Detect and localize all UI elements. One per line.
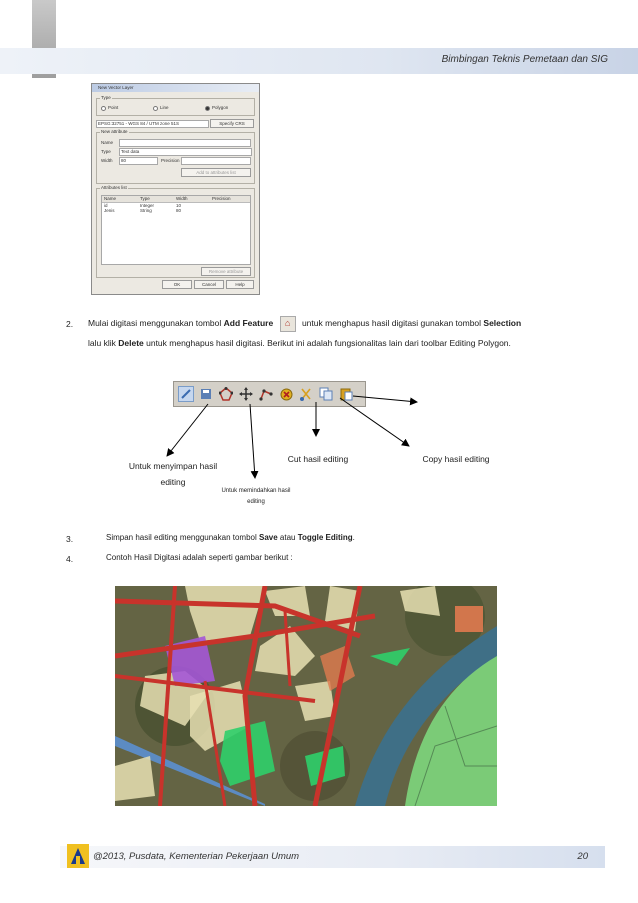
delete-term: Delete — [118, 338, 144, 348]
item-3-text-a: Simpan hasil editing menggunakan tombol — [106, 533, 259, 542]
specify-crs-button[interactable]: Specify CRS — [210, 119, 254, 128]
row-type: String — [140, 208, 152, 213]
page-number: 20 — [577, 851, 588, 862]
item-2-text-b: untuk menghapus hasil digitasi gunakan tombol — [301, 318, 484, 328]
item-2-text-c: lalu klik — [88, 338, 119, 348]
ok-button[interactable]: OK — [162, 280, 192, 289]
type-group-label: Type — [101, 95, 111, 100]
arrow-copy — [340, 398, 409, 446]
save-term: Save — [258, 533, 278, 542]
new-attribute-label: New attribute — [101, 129, 128, 134]
precision-label: Precision — [161, 158, 180, 163]
item-2-text-a: Mulai digitasi menggunakan tombol — [88, 318, 224, 328]
width-field[interactable]: 80 — [119, 157, 158, 165]
footer-text: @2013, Pusdata, Kementerian Pekerjaan Umum — [93, 851, 300, 862]
help-button[interactable]: Help — [226, 280, 254, 289]
remove-attribute-button[interactable]: Remove attribute — [201, 267, 251, 276]
toggle-editing-term: Toggle Editing — [297, 533, 353, 542]
attributes-list-label: Attributes list — [101, 185, 127, 190]
label-move: Untuk memindahkan hasil editing — [221, 488, 291, 505]
row-width: 80 — [176, 208, 182, 213]
digitization-map — [115, 586, 497, 806]
col-type: Type — [140, 196, 150, 201]
type-label: Type — [101, 149, 111, 154]
arrow-move — [250, 404, 255, 478]
cancel-button[interactable]: Cancel — [194, 280, 224, 289]
item-3-text-b: atau — [277, 533, 298, 542]
item-2-text-d: untuk menghapus hasil digitasi. Berikut ini adalah fungsionalitas lain dari toolbar Editing Polygon. — [143, 338, 511, 348]
radio-polygon-label: Polygon — [212, 105, 229, 110]
dialog-title: New Vector Layer — [92, 84, 259, 92]
col-precision: Precision — [212, 196, 231, 201]
add-attribute-button[interactable]: Add to attributes list — [181, 168, 251, 177]
arrow-save — [167, 404, 208, 456]
radio-line-label: Line — [160, 105, 169, 110]
arrow-paste — [353, 396, 417, 402]
label-cut: Cut hasil editing — [287, 454, 349, 464]
add-feature-icon: ⌂ — [280, 316, 296, 332]
add-feature-term: Add Feature — [223, 318, 274, 328]
col-width: Width — [176, 196, 188, 201]
item-2-number: 2. — [66, 319, 74, 329]
selection-term: Selection — [483, 318, 522, 328]
row-name: Jenis — [104, 208, 115, 213]
col-name: Name — [104, 196, 117, 201]
item-3-text — [106, 528, 586, 548]
header-title: Bimbingan Teknis Pemetaan dan SIG — [441, 54, 608, 65]
row-type: Integer — [140, 203, 155, 208]
item-3-number: 3. — [66, 534, 74, 544]
row-name: id — [104, 203, 108, 208]
type-select[interactable]: Text data — [119, 148, 252, 156]
label-save: Untuk menyimpan hasil editing — [128, 461, 218, 487]
radio-point-label: Point — [108, 105, 119, 110]
width-label: Width — [101, 158, 113, 163]
item-3-text-c: . — [352, 533, 355, 542]
pu-logo-icon — [67, 844, 89, 868]
item-4-text: Contoh Hasil Digitasi adalah seperti gambar berikut : — [106, 553, 293, 562]
crs-field[interactable]: EPSG:32751 - WGS 84 / UTM zone 51S — [96, 120, 209, 128]
row-width: 10 — [176, 203, 182, 208]
label-copy: Copy hasil editing — [422, 454, 490, 464]
item-4-number: 4. — [66, 554, 74, 564]
name-label: Name — [101, 140, 114, 145]
